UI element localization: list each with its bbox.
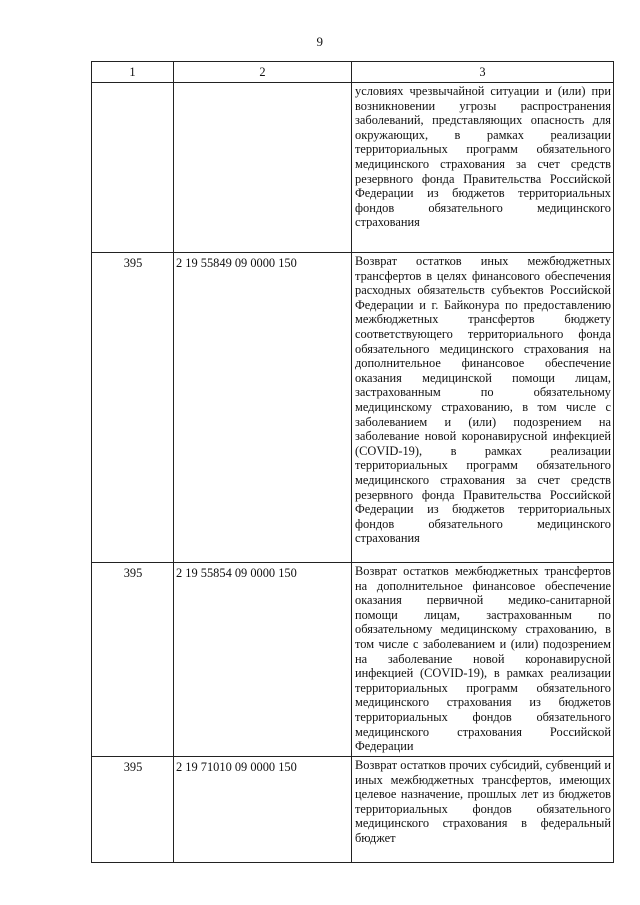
income-name-cell: Возврат остатков прочих субсидий, субвенций и иных межбюджетных трансфертов, имеющих целевое назначение, прошлых лет из бюджетов территориальных фондов обязательного медицинского страхования в федеральный бюджет: [352, 757, 614, 863]
admin-code-cell: 395: [92, 757, 174, 863]
admin-code-cell: 395: [92, 253, 174, 563]
column-header-3: 3: [352, 62, 614, 83]
table-row: [92, 757, 614, 863]
income-name-cell: Возврат остатков межбюджетных трансфертов на дополнительное финансовое обеспечение оказания первичной медико-санитарной помощи лицам, застрахованным по обязательному медицинскому страхованию, в том числе с заболеванием и (или) подозрением на заболевание новой коронавирусной инфекцией (COVID-19), в рамках реализации территориальных программ обязательного медицинского страхования из бюджетов территориальных фондов обязательного медицинского страхования Российской Федерации: [352, 563, 614, 757]
budget-code-cell: 2 19 55854 09 0000 150: [174, 563, 352, 757]
column-header-2: 2: [174, 62, 352, 83]
budget-code-cell: 2 19 55849 09 0000 150: [174, 253, 352, 563]
budget-code-cell: 2 19 71010 09 0000 150: [174, 757, 352, 863]
admin-code-cell: 395: [92, 563, 174, 757]
budget-code-cell: [174, 83, 352, 253]
table-header-row: [92, 62, 614, 83]
income-name-cell: условиях чрезвычайной ситуации и (или) при возникновении угрозы распространения заболеваний, представляющих опасность для окружающих, в рамках реализации территориальных программ обязательного медицинского страхования за счет средств резервного фонда Правительства Российской Федерации из бюджетов территориальных фондов обязательного медицинского страхования: [352, 83, 614, 253]
table-row: [92, 563, 614, 757]
page-number: 9: [316, 34, 324, 49]
column-header-1: 1: [92, 62, 174, 83]
document-table: [91, 61, 614, 863]
table-row: [92, 253, 614, 563]
table-row: [92, 83, 614, 253]
admin-code-cell: [92, 83, 174, 253]
income-name-cell: Возврат остатков иных межбюджетных трансфертов в целях финансового обеспечения расходных обязательств субъектов Российской Федерации и г. Байконура по предоставлению межбюджетных трансфертов бюджету соответствующего территориального фонда обязательного медицинского страхования на дополнительное финансовое обеспечение оказания медицинской помощи лицам, застрахованным по обязательному медицинскому страхованию, в том числе с заболеванием и (или) подозрением на заболевание новой коронавирусной инфекцией (COVID-19), в рамках реализации территориальных программ обязательного медицинского страхования за счет средств резервного фонда Правительства Российской Федерации из бюджетов территориальных фондов обязательного медицинского страхования: [352, 253, 614, 563]
